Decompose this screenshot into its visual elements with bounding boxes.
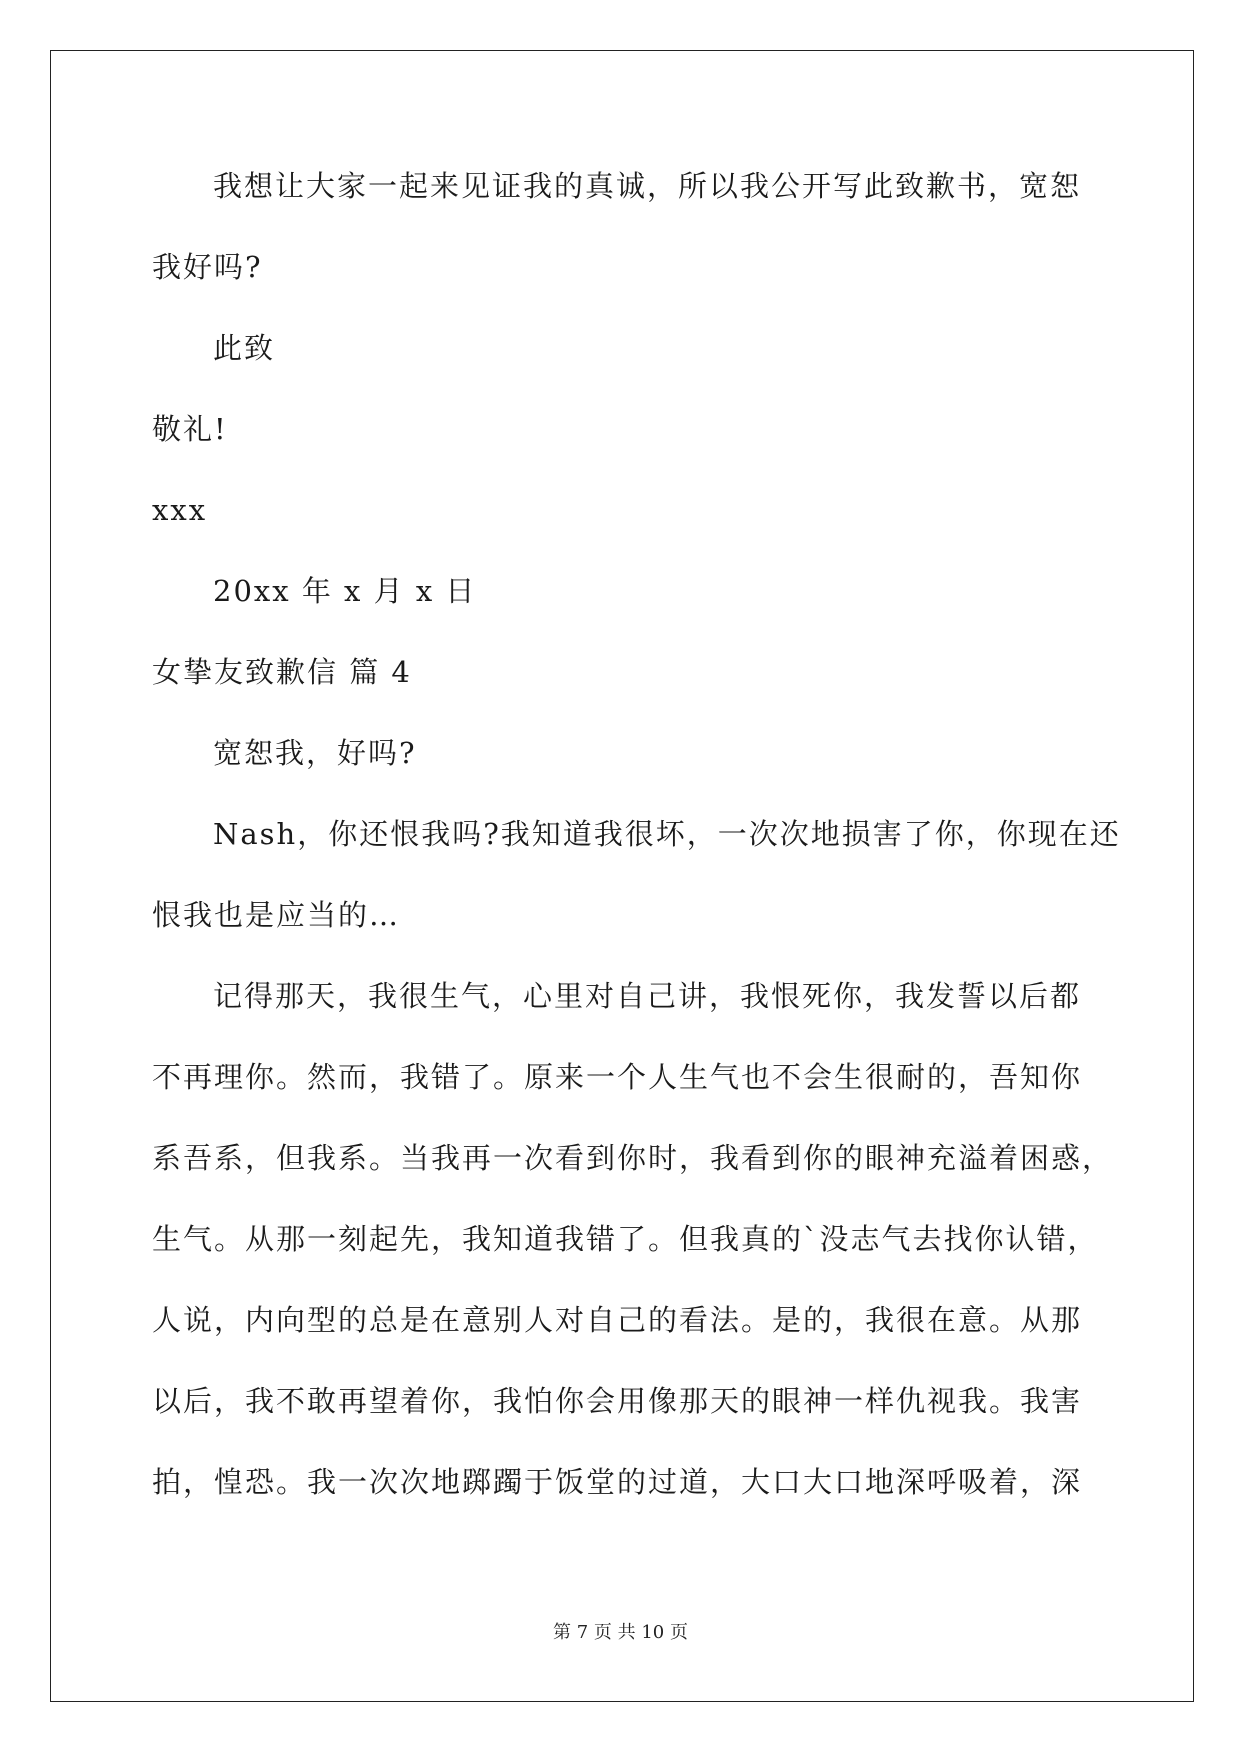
- paragraph-line: 拍，惶恐。我一次次地踯躅于饭堂的过道，大口大口地深呼吸着，深: [152, 1465, 1083, 1499]
- salutation-line: 敬礼!: [152, 412, 228, 446]
- paragraph-line: 恨我也是应当的…: [152, 898, 401, 932]
- page-number-footer: 第 7 页 共 10 页: [553, 1622, 688, 1643]
- paragraph-line: 不再理你。然而，我错了。原来一个人生气也不会生很耐的，吾知你: [152, 1060, 1083, 1094]
- document-body: [152, 166, 1121, 1502]
- paragraph-line: 以后，我不敢再望着你，我怕你会用像那天的眼神一样仇视我。我害: [152, 1384, 1083, 1418]
- date-line: 20xx 年 x 月 x 日: [213, 574, 477, 608]
- section-heading: 女挚友致歉信 篇 4: [152, 655, 412, 689]
- paragraph-line: 生气。从那一刻起先，我知道我错了。但我真的`没志气去找你认错，: [152, 1222, 1099, 1256]
- paragraph-line: Nash，你还恨我吗?我知道我很坏，一次次地损害了你，你现在还: [213, 817, 1121, 851]
- paragraph-line: 我想让大家一起来见证我的真诚，所以我公开写此致歉书，宽恕: [213, 169, 1082, 203]
- salutation-line: 此致: [213, 331, 276, 365]
- paragraph-line: 人说，内向型的总是在意别人对自己的看法。是的，我很在意。从那: [152, 1303, 1083, 1337]
- paragraph-line: 系吾系，但我系。当我再一次看到你时，我看到你的眼神充溢着困惑，: [152, 1141, 1114, 1175]
- letter-title: 宽恕我，好吗?: [213, 736, 417, 770]
- paragraph-line: 记得那天，我很生气，心里对自己讲，我恨死你，我发誓以后都: [213, 979, 1082, 1013]
- signature-line: xxx: [152, 493, 208, 527]
- paragraph-line: 我好吗?: [152, 250, 263, 284]
